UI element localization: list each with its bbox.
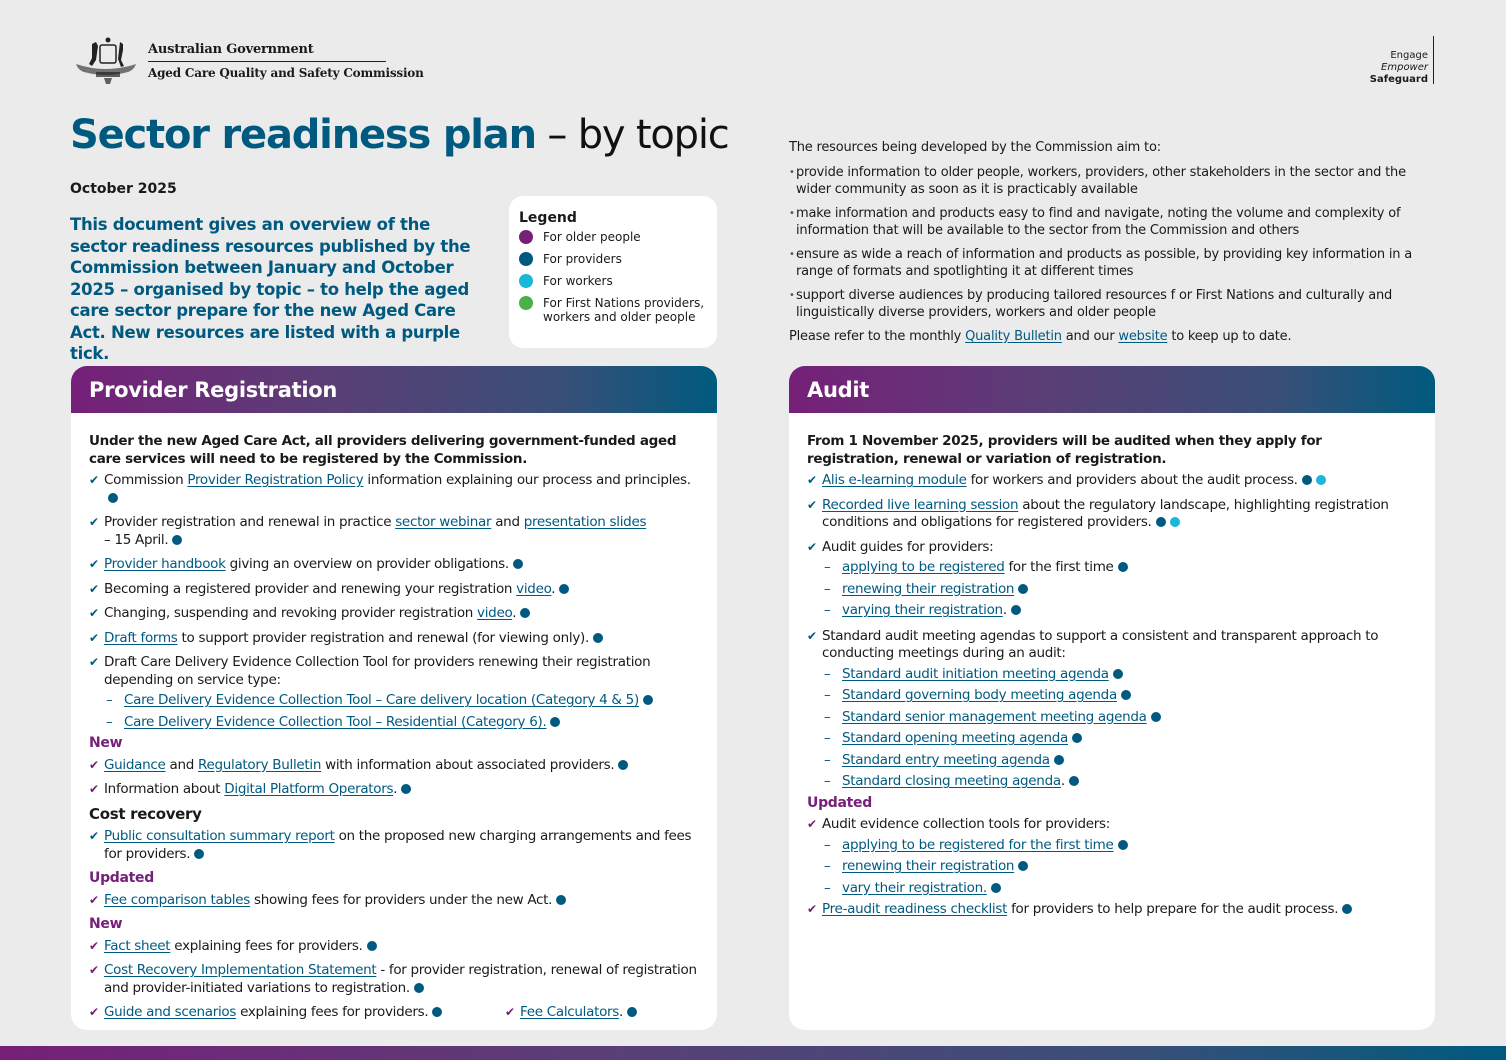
dash-icon: –: [824, 879, 831, 896]
worker-dot-icon: [1170, 517, 1180, 527]
panel-lead: From 1 November 2025, providers will be audited when they apply for registration, renewal or variation of registration.: [807, 433, 1322, 467]
changing-registration-video-link[interactable]: video: [477, 605, 513, 621]
dash-icon: –: [824, 751, 831, 768]
public-consultation-report-link[interactable]: Public consultation summary report: [104, 828, 335, 844]
dash-icon: –: [824, 602, 831, 618]
panel-lead: Under the new Aged Care Act, all providers delivering government-funded aged care services will need to be registered by the Commission.: [89, 433, 677, 467]
provider-registration-policy-link[interactable]: Provider Registration Policy: [187, 472, 364, 488]
text: and: [491, 514, 524, 530]
sub-item: [824, 773, 1417, 791]
provider-dot-icon: [414, 983, 424, 993]
text: Becoming a registered provider and renewing your registration: [104, 580, 517, 597]
provider-dot-icon: [559, 584, 569, 594]
check-icon: ✔: [807, 539, 817, 554]
new-tag: New: [89, 735, 123, 751]
cdec-tool-category-4-5-link[interactable]: Care Delivery Evidence Collection Tool – Care delivery location (Category 4 & 5): [124, 692, 639, 708]
refer-text: [789, 328, 1429, 346]
text: Standard audit meeting agendas to support a consistent and transparent approach to conducting meetings during an audit:: [822, 627, 1379, 661]
first-nations-dot-icon: [519, 296, 533, 310]
sub-item: [824, 559, 1417, 577]
guide-renewing-link[interactable]: renewing their registration: [842, 580, 1015, 597]
legend: [509, 196, 717, 348]
bullet-icon: •: [789, 207, 795, 219]
purple-check-icon: ✔: [89, 782, 99, 796]
draft-forms-link[interactable]: Draft forms: [104, 629, 178, 646]
check-icon: ✔: [89, 473, 99, 487]
provider-dot-icon: [1018, 861, 1028, 871]
australian-government-logo: [70, 34, 424, 88]
sub-item: [824, 858, 1417, 876]
refer-post: to keep up to date.: [1167, 328, 1292, 344]
provider-dot-icon: [367, 941, 377, 951]
sub-item: [824, 752, 1417, 770]
evidence-tool-varying-link[interactable]: vary their registration.: [842, 879, 987, 896]
entry-meeting-agenda-link[interactable]: Standard entry meeting agenda: [842, 751, 1050, 768]
bullet-icon: •: [789, 248, 795, 260]
title-suffix: – by topic: [535, 112, 729, 158]
list-item: [89, 781, 699, 799]
provider-dot-icon: [1018, 584, 1028, 594]
intro-text: This document gives an overview of the sector readiness resources published by the Commission between January and October 2025 – organised by topic – to help the aged care sector prepare for the new Aged Care Act. New resources are listed with a purple tick.: [70, 215, 471, 363]
list-item: [89, 1004, 505, 1022]
regulatory-bulletin-link[interactable]: Regulatory Bulletin: [197, 756, 322, 773]
text: for workers and providers about the audit process.: [966, 472, 1298, 488]
text: information explaining our process and principles.: [363, 472, 691, 488]
dash-icon: –: [824, 687, 831, 703]
text: about the regulatory landscape, highlighting registration conditions and obligations for registered providers.: [822, 496, 1389, 530]
text: Changing, suspending and revoking provider registration: [104, 605, 478, 621]
evidence-tool-renewing-link[interactable]: renewing their registration: [842, 858, 1015, 874]
fee-calculators-link[interactable]: Fee Calculators: [520, 1004, 620, 1020]
provider-dot-icon: [556, 895, 566, 905]
text: Commission: [104, 472, 188, 488]
title-main: Sector readiness plan: [70, 112, 536, 158]
text: showing fees for providers under the new Act.: [249, 891, 553, 908]
dash-icon: –: [824, 580, 831, 597]
text: Provider registration and renewal in practice: [104, 514, 396, 530]
provider-dot-icon: [1054, 755, 1064, 765]
tagline: [1370, 36, 1434, 84]
list-item: [807, 901, 1417, 919]
text: - for provider registration, renewal of registration and provider-initiated variations to registration.: [104, 962, 697, 996]
list-item: [807, 497, 1417, 532]
check-icon: ✔: [807, 628, 817, 643]
sub-item: [824, 880, 1417, 898]
text: Audit guides for providers:: [822, 538, 994, 555]
aim-text: support diverse audiences by producing tailored resources f or First Nations and culturally and linguistically diverse providers, workers and older people: [796, 287, 1393, 320]
sub-item: [824, 602, 1417, 620]
page-title: [70, 112, 729, 158]
opening-meeting-agenda-link[interactable]: Standard opening meeting agenda: [842, 730, 1069, 746]
sub-item: [824, 687, 1417, 705]
audit-initiation-agenda-link[interactable]: Standard audit initiation meeting agenda: [842, 665, 1109, 682]
provider-dot-icon: [520, 608, 530, 618]
worker-dot-icon: [1316, 475, 1326, 485]
aims-lead: The resources being developed by the Commission aim to:: [789, 140, 1161, 155]
dash-icon: –: [824, 708, 831, 725]
tagline-safeguard: Safeguard: [1369, 74, 1428, 85]
senior-management-agenda-link[interactable]: Standard senior management meeting agenda: [842, 708, 1147, 725]
aim-bullet: [789, 164, 1429, 199]
legend-item-workers: [519, 274, 707, 288]
check-icon: ✔: [89, 829, 99, 843]
guidance-link[interactable]: Guidance: [104, 756, 166, 773]
digital-platform-operators-link[interactable]: Digital Platform Operators: [224, 781, 394, 797]
list-item: [807, 816, 1417, 834]
provider-dot-icon: [1151, 712, 1161, 722]
list-item: [89, 938, 699, 956]
list-item: [807, 539, 1417, 557]
sub-item: [824, 837, 1417, 855]
guide-applying-link[interactable]: applying to be registered: [842, 559, 1005, 575]
guide-and-scenarios-link[interactable]: Guide and scenarios: [104, 1004, 237, 1020]
text: .: [1060, 773, 1065, 789]
aim-text: make information and products easy to find and navigate, noting the volume and complexity of information that will be available to the sector from the Commission and others: [796, 205, 1401, 238]
purple-check-icon: ✔: [89, 963, 99, 977]
panel-heading: Provider Registration: [71, 366, 717, 413]
dash-icon: –: [824, 858, 831, 874]
footer-gradient-bar: [0, 1046, 1506, 1060]
aim-bullet: [789, 246, 1429, 281]
legend-label: For older people: [543, 230, 641, 244]
publication-date: October 2025: [70, 181, 177, 197]
commission-name: Aged Care Quality and Safety Commission: [148, 66, 424, 80]
bullet-icon: •: [789, 289, 795, 301]
providers-dot-icon: [519, 252, 533, 266]
text: – 15 April.: [104, 531, 169, 548]
refer-pre: Please refer to the monthly: [789, 328, 966, 344]
provider-dot-icon: [1342, 904, 1352, 914]
quality-bulletin-link[interactable]: Quality Bulletin: [965, 328, 1062, 344]
provider-dot-icon: [172, 535, 182, 545]
tagline-engage: Engage: [1390, 50, 1428, 61]
list-item: [89, 630, 699, 648]
text: .: [512, 605, 517, 621]
list-item: [89, 514, 699, 549]
purple-check-icon: ✔: [505, 1005, 515, 1019]
text: .: [551, 580, 556, 597]
pre-audit-checklist-link[interactable]: Pre-audit readiness checklist: [822, 901, 1008, 917]
recorded-live-session-link[interactable]: Recorded live learning session: [822, 496, 1019, 513]
aim-bullet: [789, 287, 1429, 322]
sub-item: [824, 581, 1417, 599]
new-tag: New: [89, 916, 123, 932]
audit-panel: [789, 366, 1435, 1030]
provider-dot-icon: [1072, 733, 1082, 743]
list-item: [89, 605, 699, 623]
list-item: [89, 581, 699, 599]
sub-item: [106, 714, 699, 732]
provider-dot-icon: [1113, 669, 1123, 679]
provider-dot-icon: [1069, 776, 1079, 786]
purple-check-icon: ✔: [89, 892, 99, 907]
aim-text: ensure as wide a reach of information and products as possible, by providing key information in a range of formats and spotlighting it at different times: [796, 246, 1412, 279]
sub-item: [106, 692, 699, 710]
closing-meeting-agenda-link[interactable]: Standard closing meeting agenda: [842, 773, 1061, 789]
provider-dot-icon: [1118, 840, 1128, 850]
text: explaining fees for providers.: [170, 937, 363, 954]
legend-label: For providers: [543, 252, 622, 266]
provider-dot-icon: [1118, 562, 1128, 572]
provider-dot-icon: [1156, 517, 1166, 527]
cdec-tool-residential-link[interactable]: Care Delivery Evidence Collection Tool – Residential (Category 6).: [124, 713, 547, 730]
text: Information about: [104, 781, 225, 797]
updated-tag: Updated: [807, 794, 872, 811]
provider-dot-icon: [513, 559, 523, 569]
provider-dot-icon: [991, 883, 1001, 893]
purple-check-icon: ✔: [89, 938, 99, 953]
purple-check-icon: ✔: [89, 1005, 99, 1019]
dash-icon: –: [824, 730, 831, 746]
text: .: [1002, 602, 1007, 618]
aim-text: provide information to older people, workers, providers, other stakeholders in the sector and the wider community as soon as it is practicably available: [796, 164, 1406, 197]
gov-name: Australian Government: [148, 42, 386, 62]
cost-recovery-heading: Cost recovery: [89, 804, 202, 823]
text: explaining fees for providers.: [236, 1004, 429, 1020]
dash-icon: –: [824, 836, 831, 853]
text: with information about associated providers.: [321, 756, 615, 773]
text: giving an overview on provider obligations.: [225, 556, 509, 572]
guide-varying-link[interactable]: varying their registration: [842, 602, 1003, 618]
purple-check-icon: ✔: [807, 902, 817, 916]
text: Audit evidence collection tools for providers:: [822, 816, 1111, 832]
updated-tag: Updated: [89, 870, 154, 886]
tagline-empower: Empower: [1381, 62, 1428, 73]
provider-dot-icon: [1011, 605, 1021, 615]
text: Draft Care Delivery Evidence Collection Tool for providers renewing their registration depending on service type:: [104, 654, 651, 688]
check-icon: ✔: [89, 630, 99, 645]
fact-sheet-link[interactable]: Fact sheet: [104, 937, 171, 954]
text: on the proposed new charging arrangements and fees for providers.: [104, 828, 692, 862]
check-icon: ✔: [89, 515, 99, 529]
provider-registration-panel: [71, 366, 717, 1030]
legend-item-providers: [519, 252, 707, 266]
two-column-row: [89, 1004, 699, 1029]
dash-icon: –: [824, 773, 831, 789]
presentation-slides-link[interactable]: presentation slides: [523, 514, 647, 530]
list-item: [89, 828, 699, 863]
provider-dot-icon: [550, 717, 560, 727]
older-people-dot-icon: [519, 230, 533, 244]
workers-dot-icon: [519, 274, 533, 288]
coat-of-arms-icon: [70, 34, 142, 88]
bullet-icon: •: [789, 166, 795, 178]
evidence-tool-applying-link[interactable]: applying to be registered for the first time: [842, 836, 1114, 853]
governing-body-agenda-link[interactable]: Standard governing body meeting agenda: [842, 687, 1117, 703]
alis-e-learning-link[interactable]: Alis e-learning module: [822, 472, 967, 488]
sub-item: [824, 709, 1417, 727]
text: to support provider registration and renewal (for viewing only).: [177, 629, 589, 646]
dash-icon: –: [824, 559, 831, 575]
text: for the first time: [1004, 559, 1114, 575]
text: .: [393, 781, 398, 797]
refer-mid: and our: [1061, 328, 1119, 344]
legend-label: For First Nations providers, workers and older people: [543, 296, 705, 324]
aims-section: [789, 139, 1429, 345]
legend-title: Legend: [519, 210, 577, 226]
text: .: [619, 1004, 624, 1020]
text: for providers to help prepare for the audit process.: [1007, 901, 1339, 917]
check-icon: ✔: [807, 473, 817, 487]
dash-icon: –: [106, 713, 113, 730]
sector-webinar-link[interactable]: sector webinar: [395, 514, 492, 530]
cost-recovery-statement-link[interactable]: Cost Recovery Implementation Statement: [104, 962, 377, 978]
provider-dot-icon: [1302, 475, 1312, 485]
list-item: [89, 556, 699, 574]
check-icon: ✔: [807, 497, 817, 512]
provider-dot-icon: [401, 784, 411, 794]
dash-icon: –: [106, 692, 113, 708]
dash-icon: –: [824, 665, 831, 682]
list-item: [807, 472, 1417, 490]
becoming-registered-video-link[interactable]: video: [516, 580, 552, 597]
sub-item: [824, 666, 1417, 684]
legend-label: For workers: [543, 274, 613, 288]
list-item: [89, 757, 699, 775]
check-icon: ✔: [89, 606, 99, 620]
list-item: [505, 1004, 637, 1022]
sub-item: [824, 730, 1417, 748]
panel-heading: Audit: [789, 366, 1435, 413]
purple-check-icon: ✔: [807, 817, 817, 831]
list-item: [89, 892, 699, 910]
legend-item-older-people: [519, 230, 707, 244]
list-item: [807, 628, 1417, 663]
provider-dot-icon: [618, 760, 628, 770]
provider-handbook-link[interactable]: Provider handbook: [104, 556, 226, 572]
provider-dot-icon: [432, 1007, 442, 1017]
check-icon: ✔: [89, 557, 99, 571]
legend-item-first-nations: [519, 296, 707, 324]
provider-dot-icon: [643, 695, 653, 705]
aim-bullet: [789, 205, 1429, 240]
website-link[interactable]: website: [1118, 328, 1168, 344]
provider-dot-icon: [593, 633, 603, 643]
provider-dot-icon: [1121, 690, 1131, 700]
text: and: [165, 756, 198, 773]
fee-comparison-tables-link[interactable]: Fee comparison tables: [104, 891, 250, 908]
provider-dot-icon: [194, 849, 204, 859]
provider-dot-icon: [627, 1007, 637, 1017]
check-icon: ✔: [89, 655, 99, 669]
provider-dot-icon: [108, 493, 118, 503]
purple-check-icon: ✔: [89, 757, 99, 772]
check-icon: ✔: [89, 581, 99, 596]
list-item: [89, 962, 699, 997]
list-item: [89, 472, 699, 507]
list-item: [89, 654, 699, 689]
